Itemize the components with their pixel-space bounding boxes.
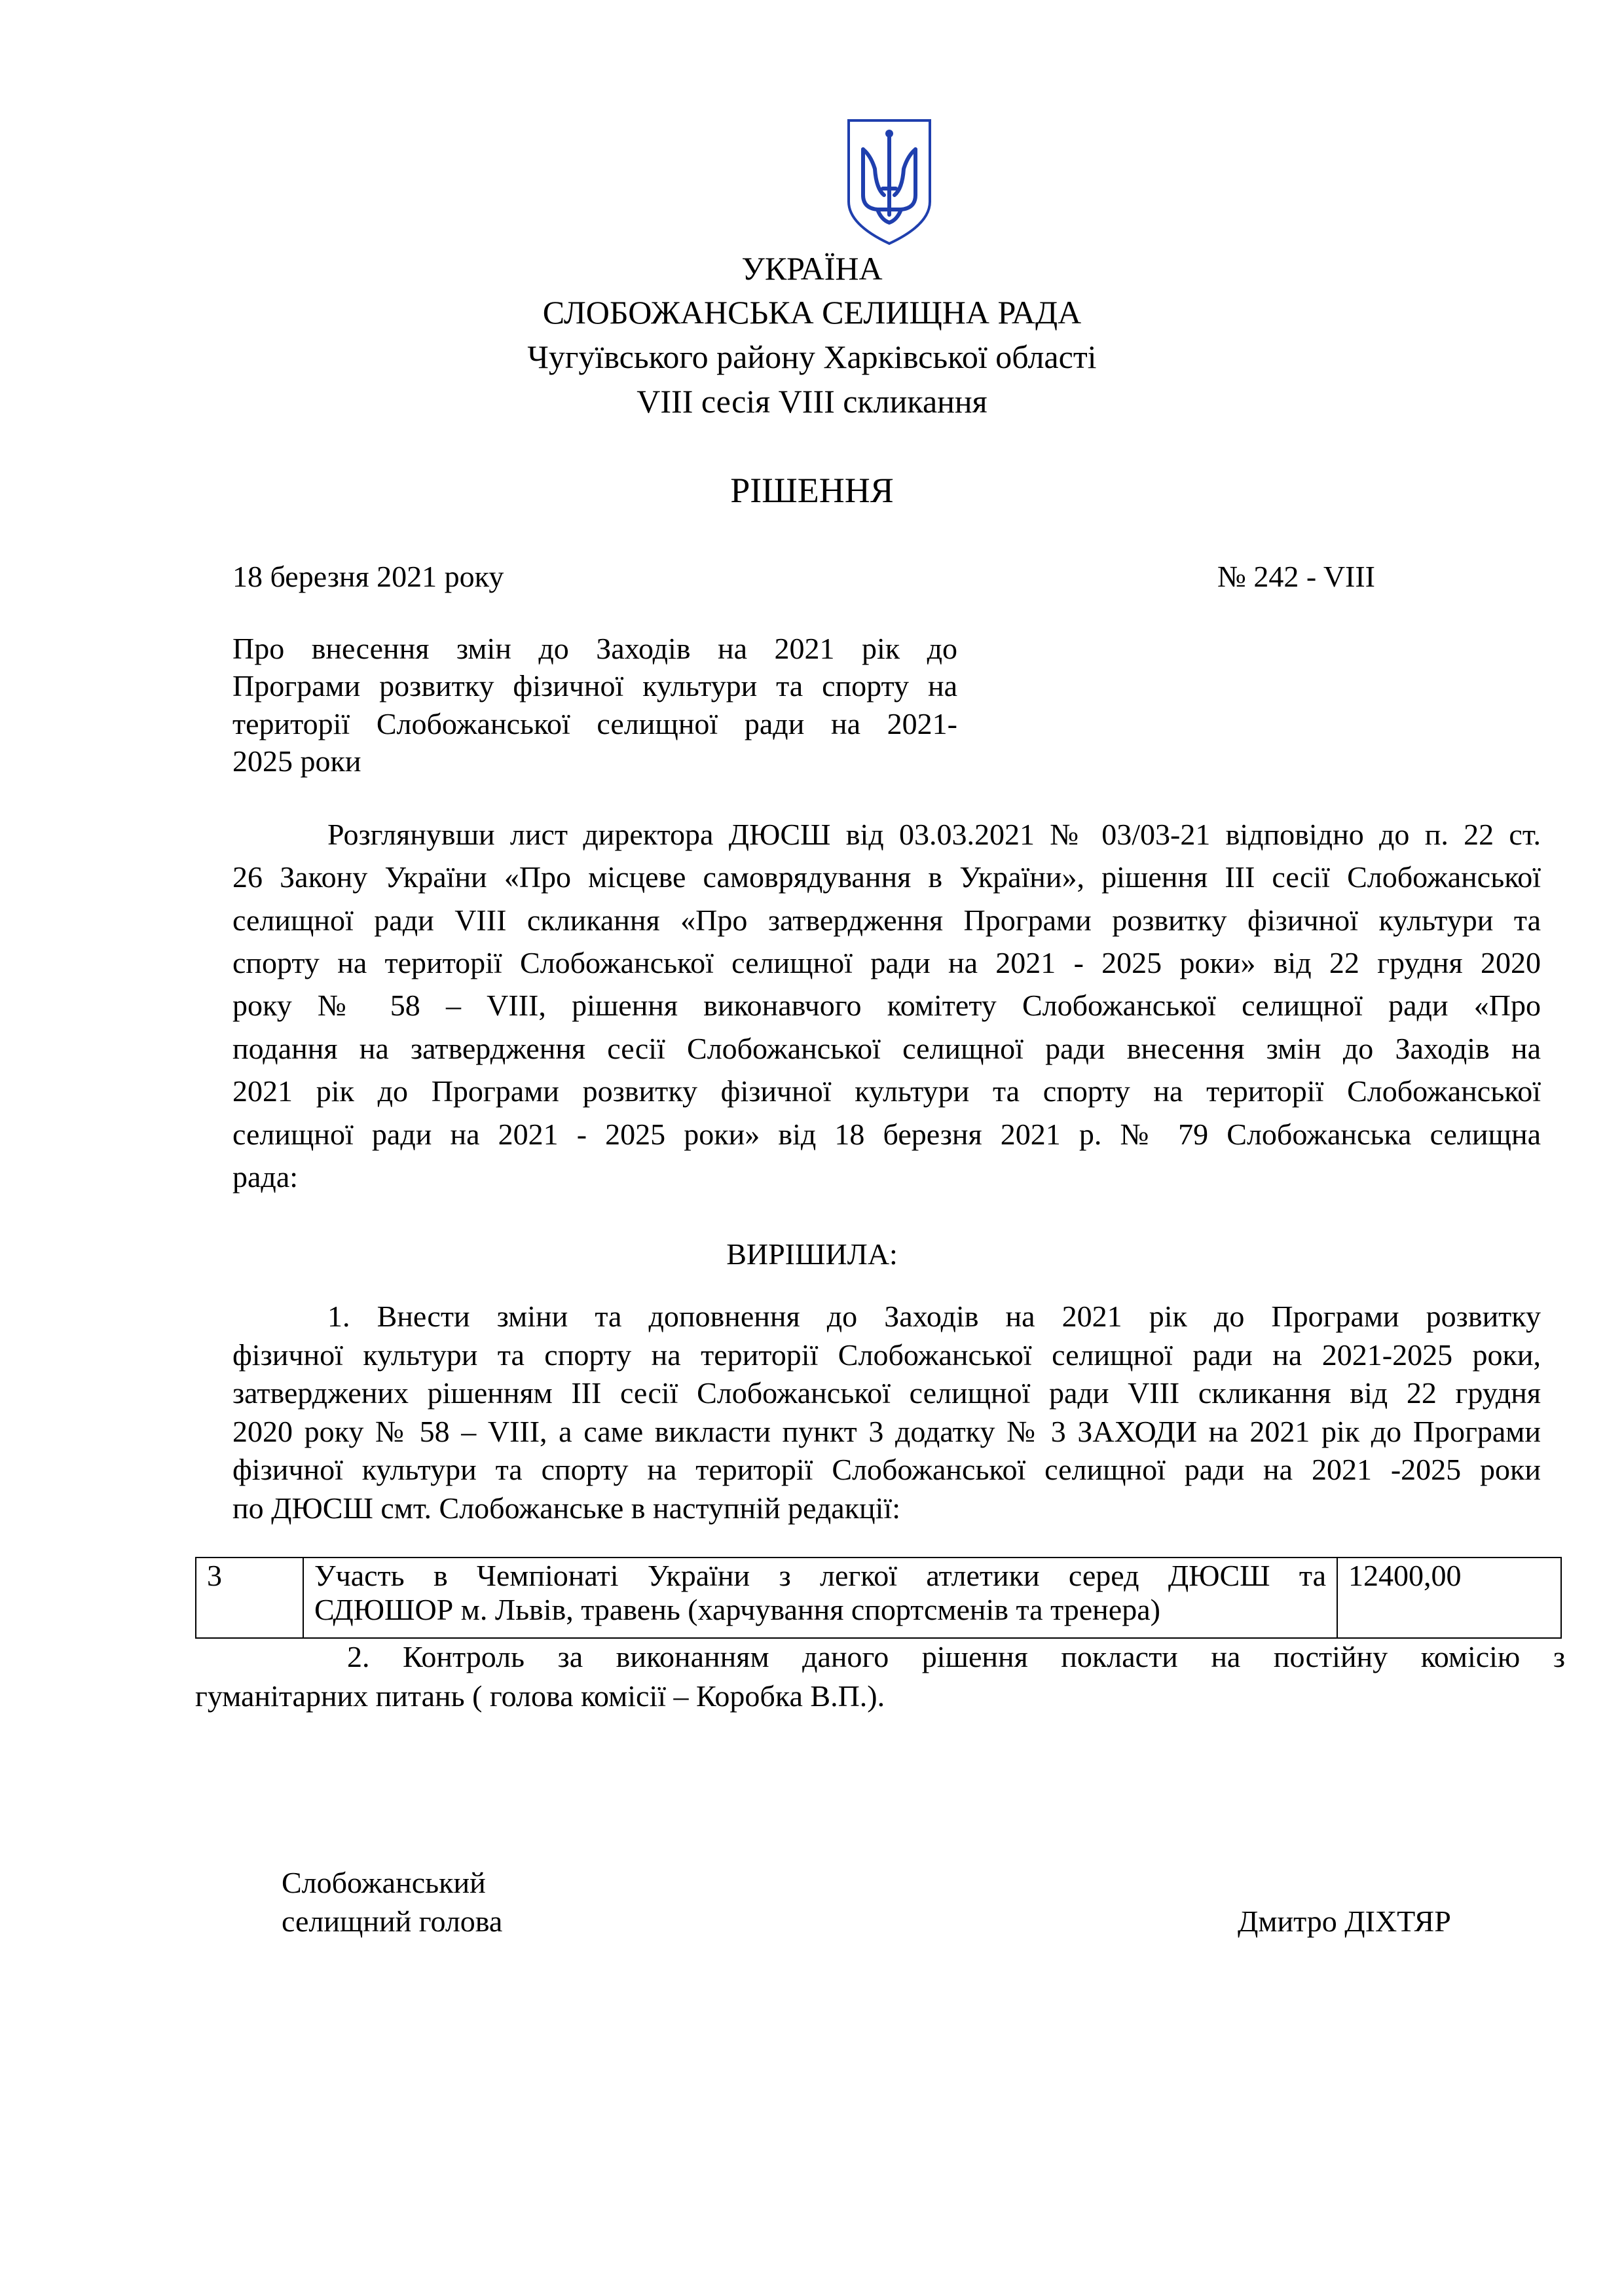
table-description-line: Участь в Чемпіонаті України з легкої атлетики серед ДЮСШ та (314, 1559, 1326, 1592)
header-district: Чугуївського району Харківської області (527, 338, 1097, 375)
subject-line: території Слобожанської селищної ради на 2021- (232, 707, 957, 740)
table-cell-number: 3 (196, 1558, 303, 1638)
item2-line: 2. Контроль за виконанням даного рішення покласти на постійну комісію з (347, 1640, 1565, 1673)
signature-position: Слобожанський (282, 1866, 486, 1899)
preamble-line: подання на затвердження сесії Слобожанської селищної ради внесення змін до Заходів на (232, 1032, 1541, 1065)
decision-title: РІШЕННЯ (730, 471, 894, 510)
preamble-line: селищної ради VIII скликання «Про затвердження Програми розвитку фізичної культури та (232, 903, 1541, 937)
item1-line: 2020 року № 58 – VIII, а саме викласти пункт 3 додатку № 3 ЗАХОДИ на 2021 рік до Програми (232, 1415, 1541, 1448)
preamble-line: 26 Закону України «Про місцеве самоврядування в України», рішення ІІІ сесії Слобожанської (232, 860, 1541, 894)
table-row (196, 1558, 1561, 1638)
header-council: СЛОБОЖАНСЬКА СЕЛИЩНА РАДА (542, 294, 1082, 331)
subject-line: Про внесення змін до Заходів на 2021 рік до (232, 632, 957, 665)
preamble-line: року № 58 – VIII, рішення виконавчого комітету Слобожанської селищної ради «Про (232, 989, 1541, 1022)
item1-line: фізичної культури та спорту на території Слобожанської селищної ради на 2021-2025 роки, (232, 1338, 1541, 1372)
decision-number: № 242 - VIII (1217, 560, 1375, 593)
preamble-line: селищної ради на 2021 - 2025 роки» від 18 березня 2021 р. № 79 Слобожанська селищна (232, 1118, 1541, 1151)
item1-line: затверджених рішенням ІІІ сесії Слобожанської селищної ради VIII скликання від 22 грудня (232, 1376, 1541, 1410)
subject-line: 2025 роки (232, 744, 361, 778)
item1-line: 1. Внести зміни та доповнення до Заходів на 2021 рік до Програми розвитку (327, 1300, 1541, 1333)
table-description-line: СДЮШОР м. Львів, травень (харчування спортсменів та тренера) (314, 1593, 1160, 1626)
item1-line: фізичної культури та спорту на території Слобожанської селищної ради на 2021 -2025 роки (232, 1453, 1541, 1486)
item1-line: по ДЮСШ смт. Слобожанське в наступній редакції: (232, 1491, 900, 1525)
header-session: VIII сесія VIII скликання (637, 383, 987, 420)
header-country: УКРАЇНА (741, 250, 883, 287)
preamble-line: рада: (232, 1160, 299, 1194)
resolved-heading: ВИРІШИЛА: (726, 1237, 898, 1271)
preamble-line: Розглянувши лист директора ДЮСШ від 03.03.2021 № 03/03-21 відповідно до п. 22 ст. (327, 818, 1541, 851)
preamble-line: спорту на території Слобожанської селищної ради на 2021 - 2025 роки» від 22 грудня 2020 (232, 946, 1541, 979)
item2-line: гуманітарних питань ( голова комісії – Коробка В.П.). (195, 1679, 885, 1713)
preamble-line: 2021 рік до Програми розвитку фізичної культури та спорту на території Слобожанської (232, 1074, 1541, 1108)
table-cell-description (303, 1558, 1337, 1638)
measures-table (195, 1557, 1562, 1639)
signature-position: селищний голова (282, 1904, 503, 1938)
subject-line: Програми розвитку фізичної культури та спорту на (232, 669, 957, 702)
table-cell-amount: 12400,00 (1337, 1558, 1561, 1638)
decision-date: 18 березня 2021 року (232, 560, 504, 593)
signature-name: Дмитро ДІХТЯР (1238, 1904, 1451, 1938)
coat-of-arms-icon (845, 117, 934, 247)
